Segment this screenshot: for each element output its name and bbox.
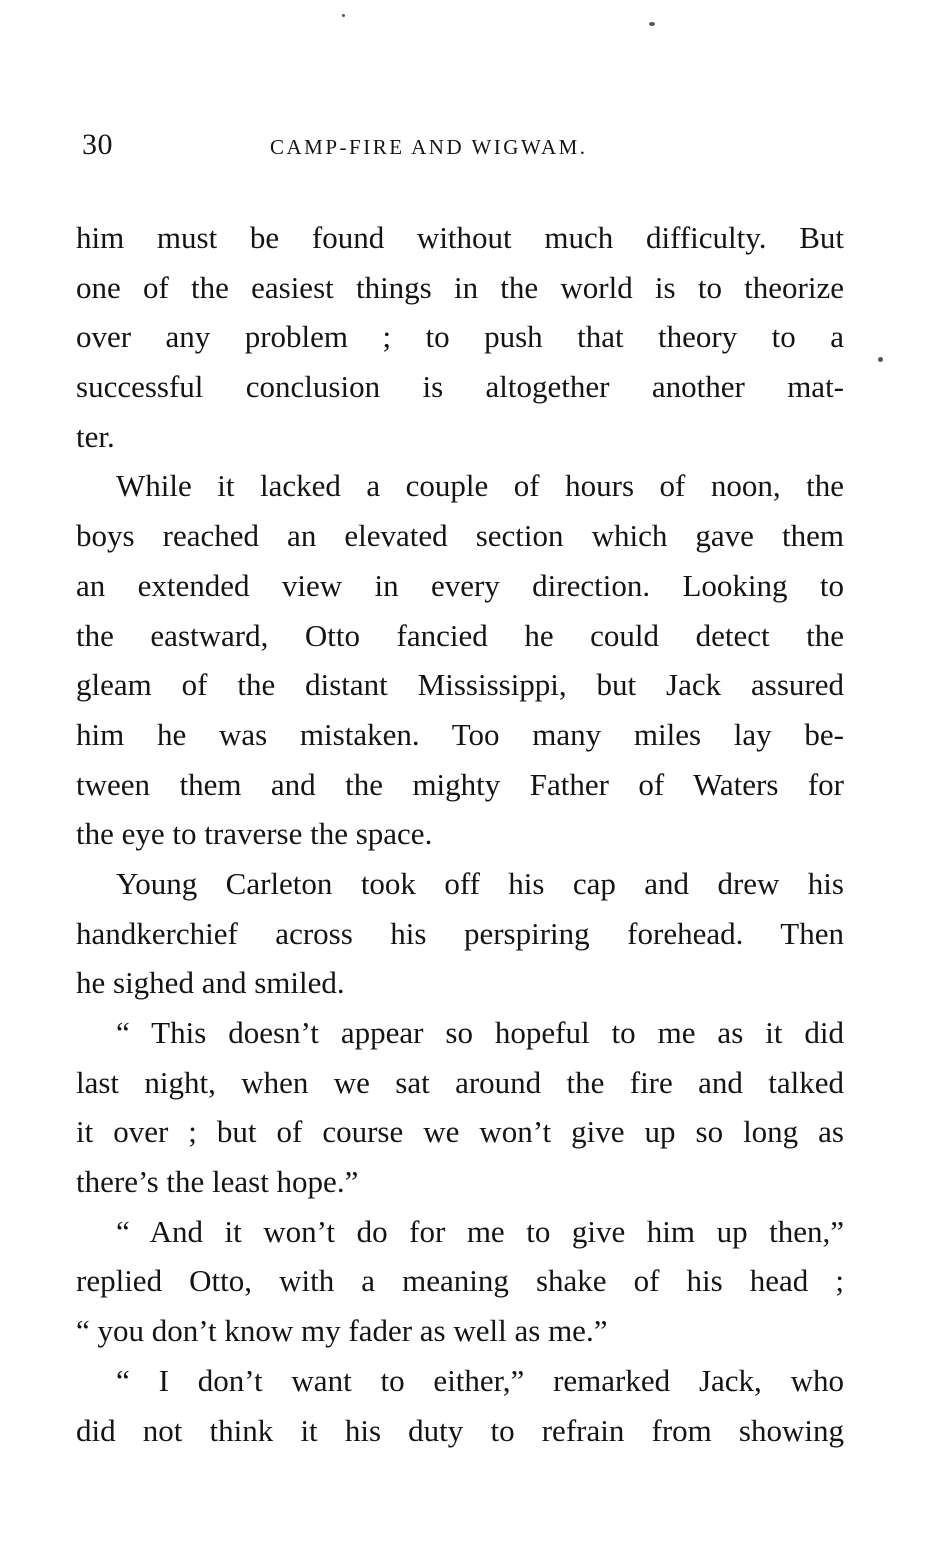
paragraph — [76, 213, 844, 461]
text-line: he sighed and smiled. — [76, 965, 345, 1001]
page-number: 30 — [82, 128, 113, 161]
paragraph — [76, 859, 844, 1008]
ink-speck — [649, 22, 655, 26]
text-line: handkerchief across his perspiring forehead. Then — [76, 915, 844, 951]
text-line: “ And it won’t do for me to give him up then,” — [116, 1213, 844, 1249]
text-line: him he was mistaken. Too many miles lay be- — [76, 716, 844, 752]
running-head: CAMP-FIRE AND WIGWAM. — [270, 135, 588, 159]
text-line: ter. — [76, 418, 115, 454]
text-line: Young Carleton took off his cap and drew his — [116, 865, 844, 901]
text-line: over any problem ; to push that theory to a — [76, 319, 844, 355]
paragraph — [76, 461, 844, 859]
text-line: gleam of the distant Mississippi, but Jack assured — [76, 667, 844, 703]
text-line: an extended view in every direction. Looking to — [76, 567, 844, 603]
paragraph — [76, 1356, 844, 1455]
text-line: the eye to traverse the space. — [76, 816, 433, 852]
paragraph — [76, 1008, 844, 1207]
body-text — [76, 213, 844, 1455]
paragraph — [76, 1207, 844, 1356]
text-line: one of the easiest things in the world is to theorize — [76, 269, 844, 305]
page-header — [82, 128, 682, 168]
text-line: successful conclusion is altogether another mat- — [76, 369, 844, 405]
text-line: boys reached an elevated section which gave them — [76, 518, 844, 554]
ink-speck — [878, 357, 883, 362]
text-line: last night, when we sat around the fire and talked — [76, 1064, 844, 1100]
text-line: tween them and the mighty Father of Waters for — [76, 766, 844, 802]
ink-speck — [342, 14, 345, 17]
text-line: it over ; but of course we won’t give up so long as — [76, 1114, 844, 1150]
text-line: “ I don’t want to either,” remarked Jack, who — [116, 1362, 844, 1398]
text-line: “ you don’t know my fader as well as me.” — [76, 1313, 608, 1349]
text-line: replied Otto, with a meaning shake of his head ; — [76, 1263, 844, 1299]
text-line: him must be found without much difficulty. But — [76, 220, 844, 255]
text-line: the eastward, Otto fancied he could detect the — [76, 617, 844, 653]
text-line: While it lacked a couple of hours of noon, the — [116, 468, 844, 504]
text-line: did not think it his duty to refrain from showing — [76, 1412, 844, 1448]
text-line: there’s the least hope.” — [76, 1164, 359, 1200]
text-line: “ This doesn’t appear so hopeful to me as it did — [116, 1015, 844, 1050]
